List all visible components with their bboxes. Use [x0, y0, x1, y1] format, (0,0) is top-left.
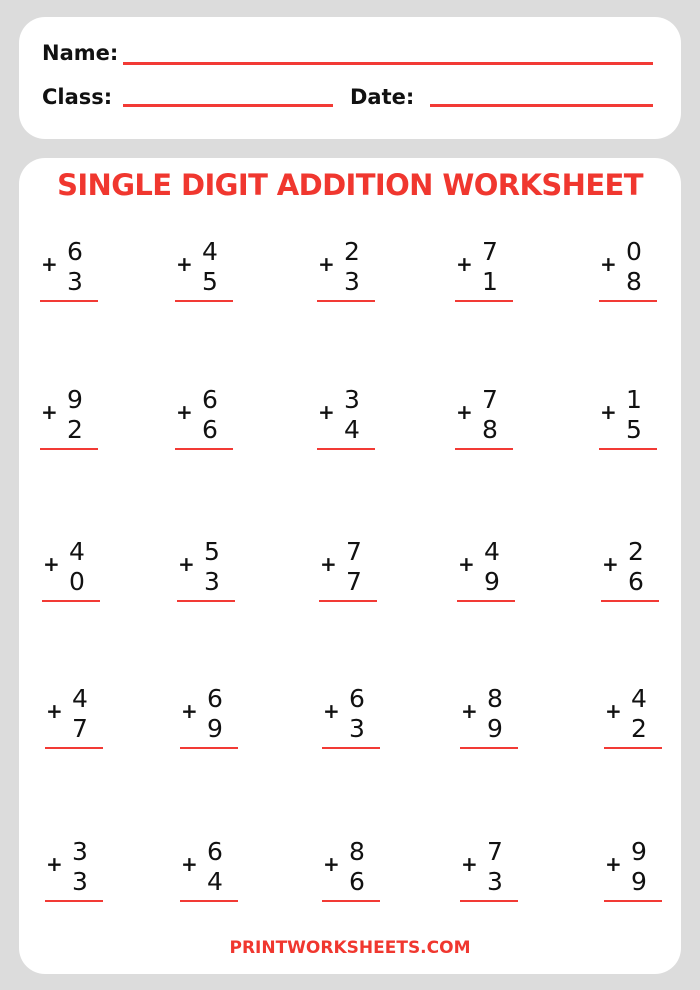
plus-sign: + [320, 552, 337, 576]
first-addend: 3 [344, 385, 360, 414]
answer-line[interactable] [317, 448, 375, 450]
addition-problem [455, 238, 525, 318]
plus-sign: + [181, 852, 198, 876]
answer-line[interactable] [455, 448, 513, 450]
answer-line[interactable] [177, 600, 235, 602]
first-addend: 7 [346, 537, 362, 566]
answer-line[interactable] [175, 300, 233, 302]
answer-line[interactable] [45, 747, 103, 749]
first-addend: 7 [482, 385, 498, 414]
plus-sign: + [600, 400, 617, 424]
addition-problem [455, 386, 525, 466]
second-addend: 6 [349, 867, 365, 896]
answer-line[interactable] [601, 600, 659, 602]
first-addend: 9 [67, 385, 83, 414]
addition-problem [319, 538, 389, 618]
first-addend: 2 [628, 537, 644, 566]
addition-problem [180, 685, 250, 765]
name-field-line[interactable] [123, 62, 653, 65]
addition-problem [317, 386, 387, 466]
second-addend: 8 [626, 267, 642, 296]
first-addend: 7 [487, 837, 503, 866]
addition-problem [604, 838, 674, 918]
first-addend: 6 [202, 385, 218, 414]
second-addend: 4 [207, 867, 223, 896]
addition-problem [175, 238, 245, 318]
second-addend: 9 [631, 867, 647, 896]
first-addend: 0 [626, 237, 642, 266]
plus-sign: + [41, 400, 58, 424]
first-addend: 9 [631, 837, 647, 866]
addition-problem [175, 386, 245, 466]
second-addend: 2 [631, 714, 647, 743]
addition-problem [457, 538, 527, 618]
answer-line[interactable] [175, 448, 233, 450]
addition-problem [460, 838, 530, 918]
first-addend: 4 [202, 237, 218, 266]
answer-line[interactable] [180, 747, 238, 749]
plus-sign: + [456, 252, 473, 276]
first-addend: 6 [207, 837, 223, 866]
addition-problem [317, 238, 387, 318]
second-addend: 7 [346, 567, 362, 596]
class-label: Class: [42, 85, 113, 109]
plus-sign: + [458, 552, 475, 576]
plus-sign: + [176, 400, 193, 424]
plus-sign: + [181, 699, 198, 723]
answer-line[interactable] [460, 747, 518, 749]
plus-sign: + [318, 252, 335, 276]
plus-sign: + [461, 699, 478, 723]
answer-line[interactable] [40, 300, 98, 302]
second-addend: 8 [482, 415, 498, 444]
second-addend: 3 [67, 267, 83, 296]
answer-line[interactable] [457, 600, 515, 602]
plus-sign: + [46, 699, 63, 723]
worksheet-card [19, 158, 681, 974]
addition-problem [45, 838, 115, 918]
class-field-line[interactable] [123, 104, 333, 107]
addition-problem [604, 685, 674, 765]
second-addend: 6 [628, 567, 644, 596]
plus-sign: + [602, 552, 619, 576]
first-addend: 2 [344, 237, 360, 266]
plus-sign: + [43, 552, 60, 576]
first-addend: 1 [626, 385, 642, 414]
plus-sign: + [605, 852, 622, 876]
first-addend: 3 [72, 837, 88, 866]
addition-problem [45, 685, 115, 765]
addition-problem [322, 685, 392, 765]
plus-sign: + [461, 852, 478, 876]
answer-line[interactable] [322, 900, 380, 902]
second-addend: 3 [344, 267, 360, 296]
plus-sign: + [318, 400, 335, 424]
second-addend: 7 [72, 714, 88, 743]
addition-problem [40, 386, 110, 466]
first-addend: 6 [207, 684, 223, 713]
answer-line[interactable] [317, 300, 375, 302]
answer-line[interactable] [604, 900, 662, 902]
answer-line[interactable] [322, 747, 380, 749]
answer-line[interactable] [599, 300, 657, 302]
first-addend: 5 [204, 537, 220, 566]
second-addend: 3 [487, 867, 503, 896]
addition-problem [599, 386, 669, 466]
addition-problem [601, 538, 671, 618]
plus-sign: + [178, 552, 195, 576]
addition-problem [42, 538, 112, 618]
first-addend: 8 [349, 837, 365, 866]
answer-line[interactable] [599, 448, 657, 450]
first-addend: 7 [482, 237, 498, 266]
first-addend: 8 [487, 684, 503, 713]
plus-sign: + [41, 252, 58, 276]
first-addend: 4 [484, 537, 500, 566]
date-field-line[interactable] [430, 104, 653, 107]
answer-line[interactable] [604, 747, 662, 749]
plus-sign: + [456, 400, 473, 424]
first-addend: 6 [67, 237, 83, 266]
worksheet-title: SINGLE DIGIT ADDITION WORKSHEET [57, 168, 643, 202]
footer-website: PRINTWORKSHEETS.COM [229, 938, 471, 958]
second-addend: 0 [69, 567, 85, 596]
first-addend: 6 [349, 684, 365, 713]
addition-problem [599, 238, 669, 318]
second-addend: 3 [204, 567, 220, 596]
answer-line[interactable] [180, 900, 238, 902]
answer-line[interactable] [45, 900, 103, 902]
date-label: Date: [350, 85, 415, 109]
second-addend: 9 [487, 714, 503, 743]
answer-line[interactable] [42, 600, 100, 602]
second-addend: 9 [207, 714, 223, 743]
second-addend: 3 [349, 714, 365, 743]
second-addend: 5 [626, 415, 642, 444]
plus-sign: + [176, 252, 193, 276]
plus-sign: + [605, 699, 622, 723]
first-addend: 4 [72, 684, 88, 713]
answer-line[interactable] [40, 448, 98, 450]
first-addend: 4 [69, 537, 85, 566]
second-addend: 5 [202, 267, 218, 296]
second-addend: 1 [482, 267, 498, 296]
addition-problem [322, 838, 392, 918]
answer-line[interactable] [319, 600, 377, 602]
second-addend: 6 [202, 415, 218, 444]
name-label: Name: [42, 41, 119, 65]
answer-line[interactable] [455, 300, 513, 302]
second-addend: 3 [72, 867, 88, 896]
addition-problem [180, 838, 250, 918]
first-addend: 4 [631, 684, 647, 713]
student-info-card [19, 17, 681, 139]
addition-problem [177, 538, 247, 618]
plus-sign: + [323, 699, 340, 723]
second-addend: 9 [484, 567, 500, 596]
second-addend: 4 [344, 415, 360, 444]
plus-sign: + [323, 852, 340, 876]
second-addend: 2 [67, 415, 83, 444]
plus-sign: + [46, 852, 63, 876]
addition-problem [460, 685, 530, 765]
answer-line[interactable] [460, 900, 518, 902]
addition-problem [40, 238, 110, 318]
plus-sign: + [600, 252, 617, 276]
